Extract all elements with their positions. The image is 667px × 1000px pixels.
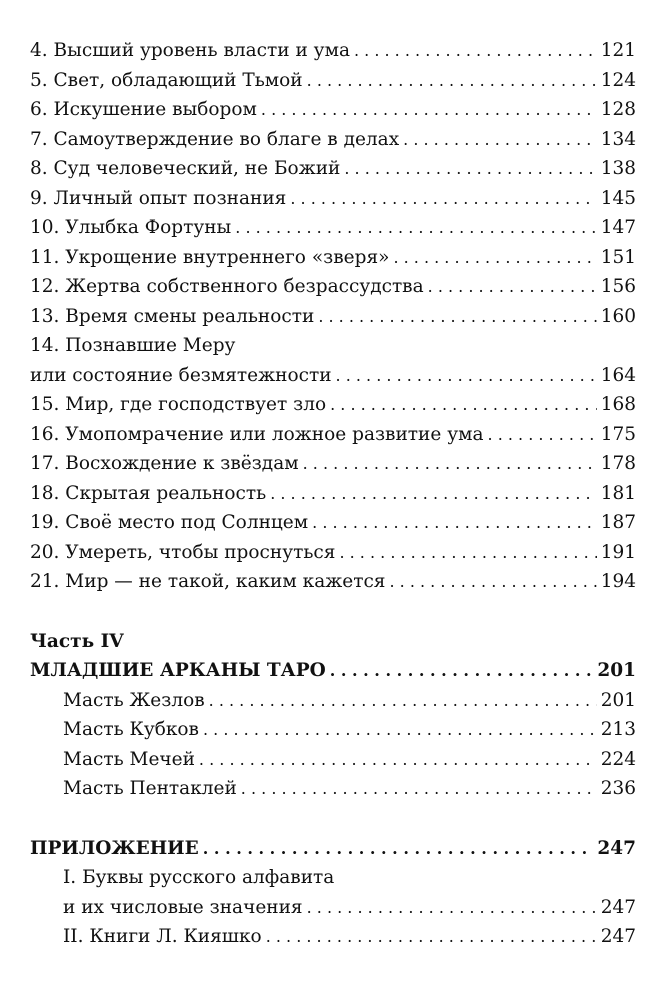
entry-title: 18. Скрытая реальность — [30, 482, 267, 504]
entry-title: II. Книги Л. Кияшко — [63, 926, 262, 947]
entry-page: 175 — [600, 423, 636, 445]
toc-entry[interactable] — [30, 272, 636, 302]
entry-title: Масть Мечей — [63, 748, 195, 770]
entry-page: 201 — [597, 660, 636, 681]
toc-entry[interactable] — [30, 449, 636, 479]
leader-dots — [312, 508, 597, 538]
toc-section-heading[interactable] — [30, 834, 636, 864]
entry-page: 124 — [600, 69, 636, 91]
entry-title: 19. Своё место под Солнцем — [30, 512, 309, 533]
entry-title: 11. Укрощение внутреннего «зверя» — [30, 246, 390, 268]
toc-entry[interactable] — [30, 686, 636, 716]
leader-dots — [307, 893, 597, 923]
toc-entry-line1[interactable] — [30, 331, 636, 361]
leader-dots — [307, 66, 597, 96]
leader-dots — [270, 479, 597, 509]
entry-page: 138 — [600, 158, 636, 179]
entry-page: 156 — [600, 276, 636, 297]
toc-entry[interactable] — [30, 213, 636, 243]
toc-entry[interactable] — [30, 508, 636, 538]
toc-entry[interactable] — [30, 36, 636, 66]
leader-dots — [241, 774, 597, 804]
toc-entry[interactable] — [30, 420, 636, 450]
leader-dots — [209, 686, 597, 716]
section-title: МЛАДШИЕ АРКАНЫ ТАРО — [30, 660, 326, 681]
toc-entry[interactable] — [30, 922, 636, 952]
entry-page: 194 — [600, 571, 636, 592]
toc-entry[interactable] — [30, 361, 636, 391]
entry-page: 236 — [600, 778, 636, 799]
entry-title: 6. Искушение выбором — [30, 99, 257, 120]
entry-page: 145 — [600, 187, 636, 209]
leader-dots — [235, 213, 596, 243]
entry-title: 20. Умереть, чтобы проснуться — [30, 541, 336, 563]
entry-title: 10. Улыбка Фортуны — [30, 217, 232, 238]
entry-title: 8. Суд человеческий, не Божий — [30, 158, 341, 179]
leader-dots — [318, 302, 596, 332]
entry-page: 181 — [600, 482, 636, 504]
leader-dots — [303, 449, 597, 479]
leader-dots — [199, 745, 597, 775]
leader-dots — [261, 95, 597, 125]
toc-entry[interactable] — [30, 302, 636, 332]
entry-title: 14. Познавшие Меру — [30, 335, 236, 356]
toc-entry[interactable] — [30, 243, 636, 273]
toc-entry[interactable] — [30, 95, 636, 125]
leader-dots — [403, 125, 597, 155]
leader-dots — [330, 390, 597, 420]
entry-page: 134 — [600, 128, 636, 150]
entry-title-continued: или состояние безмятежности — [30, 364, 332, 386]
entry-title: 21. Мир — не такой, каким кажется — [30, 571, 386, 592]
section-gap — [30, 597, 636, 627]
entry-page: 164 — [600, 364, 636, 386]
entry-title: 4. Высший уровень власти и ума — [30, 40, 350, 61]
leader-dots — [339, 538, 596, 568]
leader-dots — [344, 154, 596, 184]
toc-entry[interactable] — [30, 154, 636, 184]
toc-entry[interactable] — [30, 184, 636, 214]
entry-title: Масть Пентаклей — [63, 778, 237, 799]
entry-title: 13. Время смены реальности — [30, 305, 315, 327]
entry-title: 7. Самоутверждение во благе в делах — [30, 128, 400, 150]
entry-title: I. Буквы русского алфавита — [63, 867, 335, 888]
entry-title: Масть Кубков — [63, 719, 199, 740]
table-of-contents — [30, 36, 636, 952]
toc-entry[interactable] — [30, 774, 636, 804]
entry-page: 247 — [597, 837, 636, 859]
entry-page: 213 — [600, 719, 636, 740]
toc-entry[interactable] — [30, 715, 636, 745]
toc-entry[interactable] — [30, 567, 636, 597]
toc-entry[interactable] — [30, 479, 636, 509]
entry-page: 128 — [600, 99, 636, 120]
entry-title: Масть Жезлов — [63, 689, 205, 711]
entry-title: 5. Свет, обладающий Тьмой — [30, 69, 303, 91]
entry-page: 247 — [600, 896, 636, 918]
entry-title-continued: и их числовые значения — [63, 896, 303, 918]
leader-dots — [330, 656, 594, 686]
entry-title: 9. Личный опыт познания — [30, 187, 287, 209]
entry-page: 187 — [600, 512, 636, 533]
entry-page: 160 — [600, 305, 636, 327]
leader-dots — [428, 272, 597, 302]
entry-page: 168 — [600, 394, 636, 415]
toc-entry[interactable] — [30, 893, 636, 923]
leader-dots — [354, 36, 597, 66]
entry-page: 191 — [600, 541, 636, 563]
leader-dots — [266, 922, 597, 952]
entry-title: 16. Умопомрачение или ложное развитие ума — [30, 423, 484, 445]
entry-page: 151 — [600, 246, 636, 268]
entry-page: 178 — [600, 453, 636, 474]
leader-dots — [203, 715, 597, 745]
leader-dots — [389, 567, 596, 597]
section-title: ПРИЛОЖЕНИЕ — [30, 837, 199, 859]
leader-dots — [488, 420, 597, 450]
toc-entry[interactable] — [30, 538, 636, 568]
section-gap — [30, 804, 636, 834]
leader-dots — [203, 834, 594, 864]
entry-title: 15. Мир, где господствует зло — [30, 394, 327, 415]
toc-section-heading[interactable] — [30, 656, 636, 686]
entry-page: 147 — [600, 217, 636, 238]
entry-page: 121 — [600, 40, 636, 61]
toc-entry[interactable] — [30, 66, 636, 96]
entry-page: 224 — [600, 748, 636, 770]
entry-page: 201 — [600, 689, 636, 711]
entry-title: 12. Жертва собственного безрассудства — [30, 276, 424, 297]
leader-dots — [336, 361, 597, 391]
leader-dots — [393, 243, 596, 273]
entry-page: 247 — [600, 926, 636, 947]
toc-entry[interactable] — [30, 745, 636, 775]
toc-entry-line1[interactable] — [30, 863, 636, 893]
toc-entry[interactable] — [30, 390, 636, 420]
toc-entry[interactable] — [30, 125, 636, 155]
leader-dots — [290, 184, 596, 214]
part-label: Часть IV — [30, 630, 124, 652]
entry-title: 17. Восхождение к звёздам — [30, 453, 299, 474]
